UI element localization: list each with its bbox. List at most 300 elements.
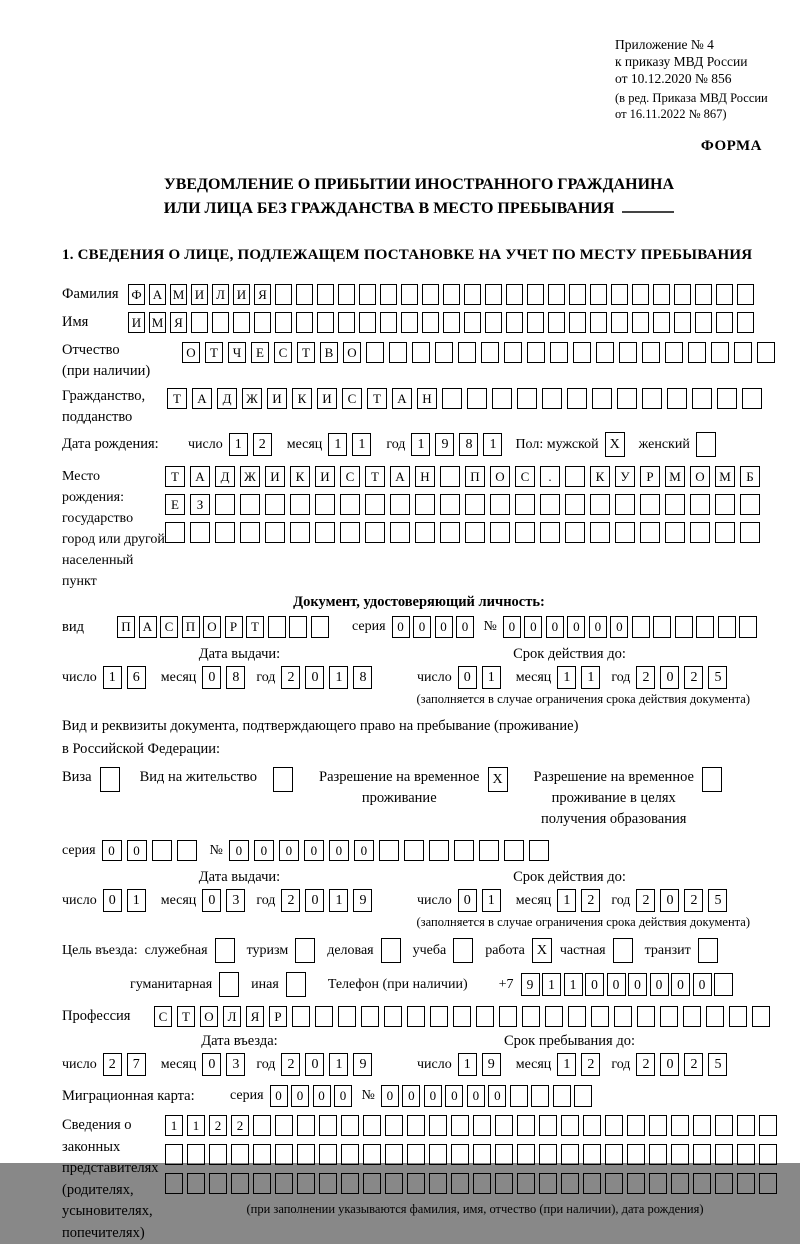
char-cell[interactable]: 2 — [684, 666, 703, 689]
purpose-tourism-checkbox[interactable] — [295, 938, 315, 963]
char-cell[interactable] — [627, 1144, 645, 1165]
char-cell[interactable] — [495, 1144, 513, 1165]
char-cell[interactable]: 0 — [291, 1085, 309, 1107]
char-cell[interactable] — [561, 1115, 579, 1136]
citizenship-input[interactable] — [167, 388, 767, 409]
char-cell[interactable]: Т — [297, 342, 315, 363]
char-cell[interactable] — [683, 1006, 701, 1027]
char-cell[interactable] — [385, 1173, 403, 1194]
char-cell[interactable] — [209, 1144, 227, 1165]
char-cell[interactable] — [506, 312, 523, 333]
char-cell[interactable]: 2 — [209, 1115, 227, 1136]
char-cell[interactable]: 1 — [483, 433, 502, 456]
char-cell[interactable]: О — [690, 466, 710, 487]
char-cell[interactable]: 0 — [381, 1085, 399, 1107]
char-cell[interactable] — [385, 1115, 403, 1136]
char-cell[interactable]: Д — [215, 466, 235, 487]
char-cell[interactable]: С — [160, 616, 178, 638]
purpose-business-checkbox[interactable] — [381, 938, 401, 963]
char-cell[interactable] — [464, 284, 481, 305]
char-cell[interactable]: X — [605, 432, 625, 457]
char-cell[interactable] — [464, 312, 481, 333]
char-cell[interactable] — [539, 1173, 557, 1194]
char-cell[interactable] — [401, 284, 418, 305]
char-cell[interactable] — [605, 1173, 623, 1194]
char-cell[interactable] — [415, 522, 435, 543]
char-cell[interactable]: А — [192, 388, 212, 409]
char-cell[interactable] — [297, 1144, 315, 1165]
char-cell[interactable]: И — [265, 466, 285, 487]
char-cell[interactable] — [740, 522, 760, 543]
char-cell[interactable]: И — [191, 284, 208, 305]
char-cell[interactable] — [692, 388, 712, 409]
birth-day-input[interactable] — [229, 433, 277, 456]
char-cell[interactable] — [253, 1144, 271, 1165]
char-cell[interactable] — [268, 616, 286, 638]
char-cell[interactable]: Я — [246, 1006, 264, 1027]
char-cell[interactable]: А — [392, 388, 412, 409]
char-cell[interactable] — [495, 1173, 513, 1194]
char-cell[interactable] — [440, 522, 460, 543]
char-cell[interactable] — [504, 840, 524, 861]
birth-year-input[interactable] — [411, 433, 507, 456]
residence-expiry-day[interactable] — [458, 889, 506, 912]
char-cell[interactable]: 0 — [413, 616, 431, 638]
char-cell[interactable] — [319, 1173, 337, 1194]
char-cell[interactable]: . — [540, 466, 560, 487]
char-cell[interactable] — [567, 388, 587, 409]
char-cell[interactable] — [695, 284, 712, 305]
char-cell[interactable] — [539, 1144, 557, 1165]
char-cell[interactable] — [165, 1173, 183, 1194]
char-cell[interactable] — [527, 312, 544, 333]
char-cell[interactable]: 0 — [402, 1085, 420, 1107]
char-cell[interactable]: 1 — [329, 666, 348, 689]
char-cell[interactable] — [632, 616, 650, 638]
char-cell[interactable] — [152, 840, 172, 861]
char-cell[interactable]: Е — [251, 342, 269, 363]
char-cell[interactable]: 0 — [435, 616, 453, 638]
char-cell[interactable]: Т — [205, 342, 223, 363]
char-cell[interactable] — [440, 494, 460, 515]
char-cell[interactable] — [757, 342, 775, 363]
char-cell[interactable] — [702, 767, 722, 792]
char-cell[interactable] — [574, 1085, 592, 1107]
doc-issue-month[interactable] — [202, 666, 250, 689]
char-cell[interactable] — [422, 284, 439, 305]
char-cell[interactable]: 5 — [708, 889, 727, 912]
purpose-transit-checkbox[interactable] — [698, 938, 718, 963]
char-cell[interactable] — [742, 388, 762, 409]
char-cell[interactable]: 2 — [281, 889, 300, 912]
char-cell[interactable] — [759, 1173, 777, 1194]
stay-year[interactable] — [636, 1053, 732, 1076]
char-cell[interactable]: 0 — [103, 889, 122, 912]
stay-month[interactable] — [557, 1053, 605, 1076]
char-cell[interactable]: 0 — [671, 973, 690, 996]
char-cell[interactable] — [490, 522, 510, 543]
char-cell[interactable] — [611, 312, 628, 333]
char-cell[interactable]: 1 — [482, 666, 501, 689]
char-cell[interactable]: Ф — [128, 284, 145, 305]
char-cell[interactable]: 0 — [585, 973, 604, 996]
doc-issue-day[interactable] — [103, 666, 151, 689]
purpose-private-checkbox[interactable] — [613, 938, 633, 963]
char-cell[interactable]: 0 — [458, 889, 477, 912]
char-cell[interactable]: 0 — [229, 840, 249, 861]
representatives-row3[interactable] — [165, 1173, 785, 1194]
char-cell[interactable] — [740, 494, 760, 515]
char-cell[interactable]: Ж — [242, 388, 262, 409]
char-cell[interactable] — [548, 312, 565, 333]
char-cell[interactable] — [453, 1006, 471, 1027]
char-cell[interactable] — [674, 312, 691, 333]
char-cell[interactable] — [718, 616, 736, 638]
char-cell[interactable]: 2 — [684, 1053, 703, 1076]
char-cell[interactable] — [363, 1115, 381, 1136]
residence-expiry-year[interactable] — [636, 889, 732, 912]
char-cell[interactable]: 0 — [456, 616, 474, 638]
char-cell[interactable] — [613, 938, 633, 963]
char-cell[interactable] — [569, 312, 586, 333]
char-cell[interactable] — [548, 284, 565, 305]
char-cell[interactable] — [693, 1173, 711, 1194]
char-cell[interactable] — [473, 1115, 491, 1136]
char-cell[interactable]: 0 — [305, 666, 324, 689]
char-cell[interactable] — [561, 1144, 579, 1165]
char-cell[interactable] — [273, 767, 293, 792]
char-cell[interactable]: 1 — [564, 973, 583, 996]
char-cell[interactable] — [490, 494, 510, 515]
char-cell[interactable]: Т — [165, 466, 185, 487]
char-cell[interactable] — [317, 312, 334, 333]
char-cell[interactable] — [297, 1115, 315, 1136]
char-cell[interactable] — [642, 388, 662, 409]
char-cell[interactable]: К — [292, 388, 312, 409]
char-cell[interactable] — [275, 284, 292, 305]
temp-residence-education-checkbox[interactable] — [702, 767, 722, 792]
purpose-study-checkbox[interactable] — [453, 938, 473, 963]
char-cell[interactable] — [642, 342, 660, 363]
char-cell[interactable] — [540, 494, 560, 515]
char-cell[interactable] — [191, 312, 208, 333]
char-cell[interactable]: 9 — [435, 433, 454, 456]
char-cell[interactable] — [297, 1173, 315, 1194]
char-cell[interactable]: Л — [223, 1006, 241, 1027]
char-cell[interactable] — [649, 1115, 667, 1136]
char-cell[interactable]: 2 — [581, 889, 600, 912]
char-cell[interactable] — [458, 342, 476, 363]
char-cell[interactable]: А — [149, 284, 166, 305]
char-cell[interactable] — [715, 1144, 733, 1165]
char-cell[interactable] — [583, 1115, 601, 1136]
char-cell[interactable] — [590, 284, 607, 305]
char-cell[interactable]: О — [203, 616, 221, 638]
char-cell[interactable] — [715, 1173, 733, 1194]
char-cell[interactable] — [517, 388, 537, 409]
char-cell[interactable] — [653, 616, 671, 638]
entry-day[interactable] — [103, 1053, 151, 1076]
char-cell[interactable]: 1 — [557, 666, 576, 689]
char-cell[interactable] — [315, 1006, 333, 1027]
char-cell[interactable] — [359, 284, 376, 305]
char-cell[interactable]: 0 — [660, 1053, 679, 1076]
char-cell[interactable]: З — [190, 494, 210, 515]
char-cell[interactable]: 2 — [636, 1053, 655, 1076]
char-cell[interactable]: 0 — [305, 889, 324, 912]
char-cell[interactable]: Т — [367, 388, 387, 409]
char-cell[interactable] — [340, 494, 360, 515]
char-cell[interactable] — [711, 342, 729, 363]
char-cell[interactable]: 3 — [226, 1053, 245, 1076]
char-cell[interactable] — [674, 284, 691, 305]
char-cell[interactable]: 0 — [354, 840, 374, 861]
char-cell[interactable] — [706, 1006, 724, 1027]
char-cell[interactable]: 0 — [305, 1053, 324, 1076]
surname-input[interactable] — [128, 284, 758, 305]
char-cell[interactable]: И — [233, 284, 250, 305]
char-cell[interactable] — [415, 494, 435, 515]
char-cell[interactable] — [412, 342, 430, 363]
char-cell[interactable]: Р — [640, 466, 660, 487]
char-cell[interactable] — [561, 1173, 579, 1194]
char-cell[interactable] — [253, 1173, 271, 1194]
purpose-other-checkbox[interactable] — [286, 972, 306, 997]
char-cell[interactable]: Ч — [228, 342, 246, 363]
char-cell[interactable]: 6 — [127, 666, 146, 689]
char-cell[interactable] — [401, 312, 418, 333]
char-cell[interactable] — [690, 494, 710, 515]
char-cell[interactable]: П — [182, 616, 200, 638]
char-cell[interactable]: Т — [246, 616, 264, 638]
char-cell[interactable]: С — [342, 388, 362, 409]
char-cell[interactable]: Б — [740, 466, 760, 487]
char-cell[interactable] — [209, 1173, 227, 1194]
char-cell[interactable]: И — [315, 466, 335, 487]
char-cell[interactable]: С — [274, 342, 292, 363]
char-cell[interactable]: 0 — [424, 1085, 442, 1107]
char-cell[interactable] — [177, 840, 197, 861]
char-cell[interactable] — [465, 522, 485, 543]
char-cell[interactable] — [481, 342, 499, 363]
char-cell[interactable] — [515, 522, 535, 543]
char-cell[interactable] — [467, 388, 487, 409]
residence-permit-checkbox[interactable] — [273, 767, 293, 792]
char-cell[interactable] — [231, 1144, 249, 1165]
char-cell[interactable] — [596, 342, 614, 363]
char-cell[interactable] — [380, 312, 397, 333]
entry-month[interactable] — [202, 1053, 250, 1076]
char-cell[interactable] — [265, 494, 285, 515]
char-cell[interactable] — [407, 1173, 425, 1194]
char-cell[interactable] — [611, 284, 628, 305]
char-cell[interactable] — [605, 1144, 623, 1165]
char-cell[interactable]: А — [190, 466, 210, 487]
char-cell[interactable] — [665, 342, 683, 363]
doc-type-input[interactable] — [117, 616, 332, 638]
residence-number-input[interactable] — [229, 840, 554, 861]
char-cell[interactable] — [529, 840, 549, 861]
char-cell[interactable] — [338, 284, 355, 305]
char-cell[interactable] — [632, 284, 649, 305]
char-cell[interactable]: А — [139, 616, 157, 638]
char-cell[interactable] — [315, 494, 335, 515]
char-cell[interactable] — [453, 938, 473, 963]
char-cell[interactable] — [671, 1144, 689, 1165]
char-cell[interactable] — [729, 1006, 747, 1027]
char-cell[interactable]: 1 — [328, 433, 347, 456]
char-cell[interactable]: Д — [217, 388, 237, 409]
char-cell[interactable] — [690, 522, 710, 543]
char-cell[interactable]: X — [488, 767, 508, 792]
char-cell[interactable]: 2 — [281, 1053, 300, 1076]
char-cell[interactable] — [443, 312, 460, 333]
char-cell[interactable] — [361, 1006, 379, 1027]
char-cell[interactable] — [275, 312, 292, 333]
char-cell[interactable]: 0 — [503, 616, 521, 638]
char-cell[interactable]: О — [182, 342, 200, 363]
residence-issue-day[interactable] — [103, 889, 151, 912]
char-cell[interactable]: 1 — [482, 889, 501, 912]
char-cell[interactable]: 1 — [165, 1115, 183, 1136]
char-cell[interactable]: Н — [417, 388, 437, 409]
char-cell[interactable] — [311, 616, 329, 638]
char-cell[interactable] — [510, 1085, 528, 1107]
char-cell[interactable] — [295, 938, 315, 963]
char-cell[interactable]: 0 — [202, 889, 221, 912]
char-cell[interactable] — [671, 1115, 689, 1136]
char-cell[interactable] — [715, 494, 735, 515]
residence-issue-month[interactable] — [202, 889, 250, 912]
char-cell[interactable]: У — [615, 466, 635, 487]
char-cell[interactable]: 8 — [226, 666, 245, 689]
char-cell[interactable]: Р — [269, 1006, 287, 1027]
char-cell[interactable] — [233, 312, 250, 333]
char-cell[interactable] — [693, 1144, 711, 1165]
char-cell[interactable] — [527, 342, 545, 363]
char-cell[interactable]: М — [715, 466, 735, 487]
char-cell[interactable] — [473, 1144, 491, 1165]
char-cell[interactable]: 1 — [127, 889, 146, 912]
char-cell[interactable] — [653, 284, 670, 305]
char-cell[interactable] — [384, 1006, 402, 1027]
char-cell[interactable] — [649, 1173, 667, 1194]
char-cell[interactable]: 9 — [353, 1053, 372, 1076]
char-cell[interactable] — [485, 312, 502, 333]
char-cell[interactable]: 5 — [708, 1053, 727, 1076]
char-cell[interactable]: 9 — [353, 889, 372, 912]
char-cell[interactable]: 0 — [628, 973, 647, 996]
char-cell[interactable] — [506, 284, 523, 305]
char-cell[interactable] — [422, 312, 439, 333]
char-cell[interactable] — [340, 522, 360, 543]
char-cell[interactable] — [660, 1006, 678, 1027]
char-cell[interactable] — [212, 312, 229, 333]
char-cell[interactable]: Н — [415, 466, 435, 487]
char-cell[interactable] — [637, 1006, 655, 1027]
char-cell[interactable] — [752, 1006, 770, 1027]
char-cell[interactable] — [290, 494, 310, 515]
birth-place-row2[interactable] — [165, 494, 765, 515]
char-cell[interactable]: Ж — [240, 466, 260, 487]
char-cell[interactable]: О — [490, 466, 510, 487]
char-cell[interactable] — [253, 1115, 271, 1136]
char-cell[interactable]: Р — [225, 616, 243, 638]
birth-month-input[interactable] — [328, 433, 376, 456]
char-cell[interactable]: 0 — [313, 1085, 331, 1107]
char-cell[interactable]: 0 — [202, 1053, 221, 1076]
char-cell[interactable] — [363, 1173, 381, 1194]
char-cell[interactable] — [522, 1006, 540, 1027]
char-cell[interactable] — [542, 388, 562, 409]
char-cell[interactable]: С — [515, 466, 535, 487]
char-cell[interactable]: 1 — [557, 1053, 576, 1076]
char-cell[interactable] — [565, 522, 585, 543]
char-cell[interactable] — [614, 1006, 632, 1027]
char-cell[interactable] — [695, 312, 712, 333]
char-cell[interactable] — [341, 1173, 359, 1194]
char-cell[interactable]: 0 — [610, 616, 628, 638]
char-cell[interactable]: П — [117, 616, 135, 638]
char-cell[interactable]: И — [267, 388, 287, 409]
char-cell[interactable]: 0 — [334, 1085, 352, 1107]
char-cell[interactable] — [442, 388, 462, 409]
char-cell[interactable]: 2 — [103, 1053, 122, 1076]
char-cell[interactable] — [215, 494, 235, 515]
char-cell[interactable] — [380, 284, 397, 305]
char-cell[interactable] — [632, 312, 649, 333]
char-cell[interactable] — [605, 1115, 623, 1136]
char-cell[interactable] — [451, 1173, 469, 1194]
temp-residence-checkbox[interactable] — [488, 767, 508, 792]
char-cell[interactable] — [619, 342, 637, 363]
char-cell[interactable]: 1 — [581, 666, 600, 689]
char-cell[interactable] — [737, 1173, 755, 1194]
char-cell[interactable] — [565, 466, 585, 487]
char-cell[interactable] — [499, 1006, 517, 1027]
char-cell[interactable]: 0 — [458, 666, 477, 689]
char-cell[interactable] — [365, 494, 385, 515]
char-cell[interactable] — [531, 1085, 549, 1107]
char-cell[interactable]: 0 — [254, 840, 274, 861]
char-cell[interactable] — [688, 342, 706, 363]
char-cell[interactable]: 1 — [542, 973, 561, 996]
char-cell[interactable] — [504, 342, 522, 363]
char-cell[interactable]: В — [320, 342, 338, 363]
char-cell[interactable]: 1 — [458, 1053, 477, 1076]
char-cell[interactable] — [693, 1115, 711, 1136]
char-cell[interactable] — [583, 1144, 601, 1165]
char-cell[interactable] — [515, 494, 535, 515]
visa-checkbox[interactable] — [100, 767, 120, 792]
char-cell[interactable] — [675, 616, 693, 638]
char-cell[interactable] — [517, 1144, 535, 1165]
char-cell[interactable] — [404, 840, 424, 861]
char-cell[interactable] — [739, 616, 757, 638]
char-cell[interactable] — [550, 342, 568, 363]
char-cell[interactable]: 0 — [589, 616, 607, 638]
char-cell[interactable]: 0 — [488, 1085, 506, 1107]
char-cell[interactable] — [715, 1115, 733, 1136]
char-cell[interactable] — [653, 312, 670, 333]
doc-expiry-year[interactable] — [636, 666, 732, 689]
char-cell[interactable]: 7 — [127, 1053, 146, 1076]
char-cell[interactable] — [617, 388, 637, 409]
representatives-row2[interactable] — [165, 1144, 785, 1165]
char-cell[interactable]: П — [465, 466, 485, 487]
char-cell[interactable]: А — [390, 466, 410, 487]
char-cell[interactable] — [165, 1144, 183, 1165]
